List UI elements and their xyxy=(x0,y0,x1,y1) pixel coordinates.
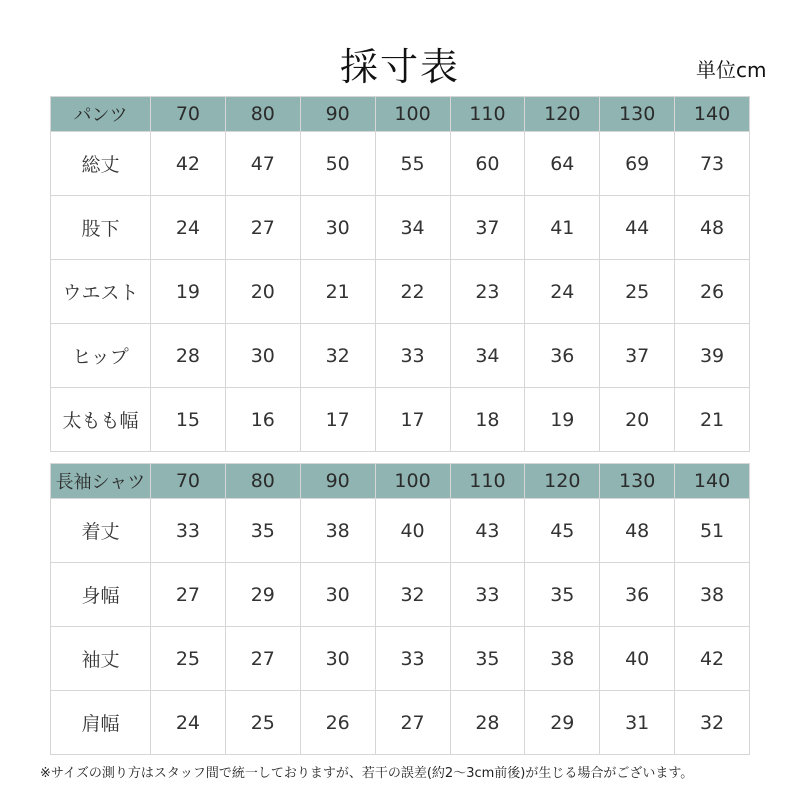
table-header-row xyxy=(51,97,750,132)
table-cell: 39 xyxy=(675,324,750,388)
table-cell: 38 xyxy=(675,563,750,627)
row-label: 股下 xyxy=(51,196,151,260)
table-cell: 32 xyxy=(375,563,450,627)
table-header-row xyxy=(51,464,750,499)
header-cell: 100 xyxy=(375,464,450,499)
header-cell: 70 xyxy=(151,464,226,499)
table-cell: 31 xyxy=(600,691,675,755)
table-cell: 64 xyxy=(525,132,600,196)
header-cell: 120 xyxy=(525,97,600,132)
header-cell: パンツ xyxy=(51,97,151,132)
table-cell: 23 xyxy=(450,260,525,324)
table-cell: 29 xyxy=(525,691,600,755)
table-cell: 21 xyxy=(300,260,375,324)
header-cell: 130 xyxy=(600,97,675,132)
table-cell: 27 xyxy=(225,627,300,691)
table-cell: 48 xyxy=(600,499,675,563)
table-cell: 32 xyxy=(675,691,750,755)
header-cell: 80 xyxy=(225,464,300,499)
table-cell: 36 xyxy=(600,563,675,627)
unit-label: 単位cm xyxy=(696,58,767,82)
table-cell: 28 xyxy=(151,324,226,388)
table-cell: 69 xyxy=(600,132,675,196)
table-cell: 30 xyxy=(300,627,375,691)
table-cell: 50 xyxy=(300,132,375,196)
header-cell: 100 xyxy=(375,97,450,132)
table-cell: 37 xyxy=(600,324,675,388)
table-cell: 51 xyxy=(675,499,750,563)
table-cell: 25 xyxy=(600,260,675,324)
table-row xyxy=(51,563,750,627)
table-cell: 45 xyxy=(525,499,600,563)
table-cell: 33 xyxy=(375,324,450,388)
table-row xyxy=(51,627,750,691)
table-cell: 19 xyxy=(151,260,226,324)
row-label: 肩幅 xyxy=(51,691,151,755)
table-cell: 27 xyxy=(151,563,226,627)
header-cell: 110 xyxy=(450,464,525,499)
table-cell: 48 xyxy=(675,196,750,260)
table-cell: 18 xyxy=(450,388,525,452)
header-cell: 80 xyxy=(225,97,300,132)
table-row xyxy=(51,388,750,452)
table-cell: 20 xyxy=(225,260,300,324)
table-cell: 15 xyxy=(151,388,226,452)
table-cell: 35 xyxy=(225,499,300,563)
header-cell: 140 xyxy=(675,464,750,499)
table-cell: 29 xyxy=(225,563,300,627)
table-cell: 34 xyxy=(375,196,450,260)
table-cell: 35 xyxy=(450,627,525,691)
header-cell: 140 xyxy=(675,97,750,132)
row-label: 袖丈 xyxy=(51,627,151,691)
table-cell: 38 xyxy=(300,499,375,563)
header-cell: 120 xyxy=(525,464,600,499)
row-label: ヒップ xyxy=(51,324,151,388)
measurement-note: ※サイズの測り方はスタッフ間で統一しておりますが、若干の誤差(約2〜3cm前後)が生じる場合がございます。 xyxy=(40,766,694,781)
row-label: 太もも幅 xyxy=(51,388,151,452)
table-cell: 37 xyxy=(450,196,525,260)
table-cell: 30 xyxy=(225,324,300,388)
table-cell: 16 xyxy=(225,388,300,452)
table-cell: 27 xyxy=(225,196,300,260)
table-row xyxy=(51,260,750,324)
table-cell: 36 xyxy=(525,324,600,388)
header-cell: 90 xyxy=(300,464,375,499)
table-cell: 47 xyxy=(225,132,300,196)
row-label: 総丈 xyxy=(51,132,151,196)
table-cell: 55 xyxy=(375,132,450,196)
table-cell: 44 xyxy=(600,196,675,260)
table-cell: 26 xyxy=(300,691,375,755)
row-label: 着丈 xyxy=(51,499,151,563)
page-title: 採寸表 xyxy=(339,45,460,89)
header-cell: 110 xyxy=(450,97,525,132)
table-row xyxy=(51,196,750,260)
table-cell: 19 xyxy=(525,388,600,452)
row-label: ウエスト xyxy=(51,260,151,324)
table-row xyxy=(51,691,750,755)
table-cell: 34 xyxy=(450,324,525,388)
table-cell: 32 xyxy=(300,324,375,388)
table-cell: 17 xyxy=(300,388,375,452)
table-cell: 33 xyxy=(151,499,226,563)
table-cell: 33 xyxy=(450,563,525,627)
header-cell: 70 xyxy=(151,97,226,132)
table-cell: 43 xyxy=(450,499,525,563)
table-cell: 33 xyxy=(375,627,450,691)
header-cell: 90 xyxy=(300,97,375,132)
pants-size-table xyxy=(50,96,750,452)
table-cell: 42 xyxy=(675,627,750,691)
table-row xyxy=(51,499,750,563)
table-cell: 21 xyxy=(675,388,750,452)
table-row xyxy=(51,324,750,388)
table-cell: 41 xyxy=(525,196,600,260)
table-cell: 26 xyxy=(675,260,750,324)
shirt-size-table xyxy=(50,463,750,755)
table-cell: 17 xyxy=(375,388,450,452)
table-cell: 40 xyxy=(600,627,675,691)
table-cell: 25 xyxy=(151,627,226,691)
table-row xyxy=(51,132,750,196)
table-cell: 28 xyxy=(450,691,525,755)
table-cell: 60 xyxy=(450,132,525,196)
table-cell: 25 xyxy=(225,691,300,755)
table-cell: 42 xyxy=(151,132,226,196)
table-cell: 73 xyxy=(675,132,750,196)
header-cell: 130 xyxy=(600,464,675,499)
table-cell: 24 xyxy=(151,691,226,755)
table-cell: 40 xyxy=(375,499,450,563)
table-cell: 24 xyxy=(151,196,226,260)
table-cell: 35 xyxy=(525,563,600,627)
table-cell: 27 xyxy=(375,691,450,755)
table-cell: 30 xyxy=(300,563,375,627)
table-cell: 30 xyxy=(300,196,375,260)
table-cell: 38 xyxy=(525,627,600,691)
table-cell: 20 xyxy=(600,388,675,452)
row-label: 身幅 xyxy=(51,563,151,627)
header-cell: 長袖シャツ xyxy=(51,464,151,499)
table-cell: 22 xyxy=(375,260,450,324)
table-cell: 24 xyxy=(525,260,600,324)
